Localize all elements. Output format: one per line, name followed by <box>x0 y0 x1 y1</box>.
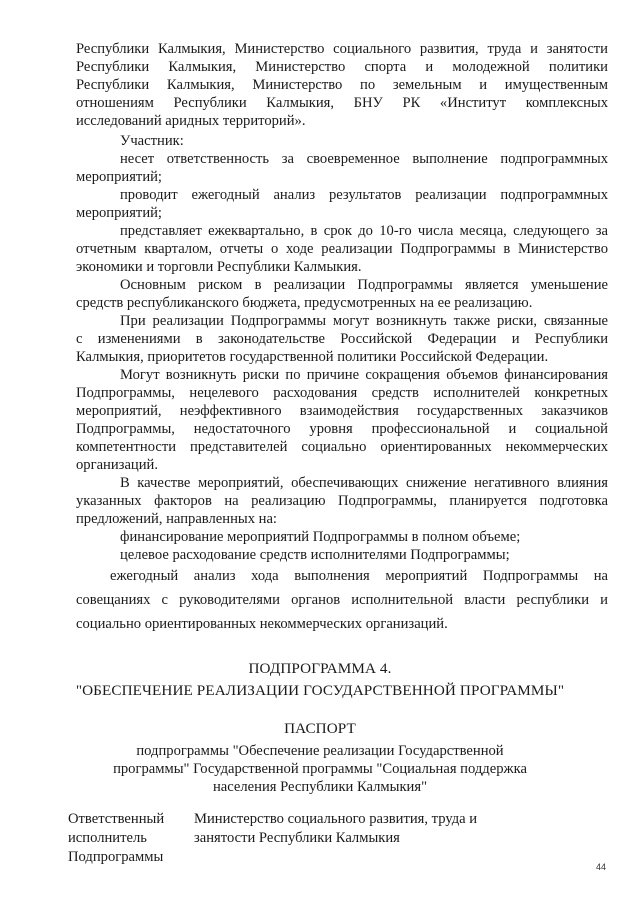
body-line: мероприятий; <box>76 205 162 221</box>
body-line: Могут возникнуть риски по причине сокращения объемов финансирования <box>120 367 608 383</box>
passport-subtitle-line: подпрограммы "Обеспечение реализации Государственной <box>136 743 504 759</box>
subprogram-heading: ПОДПРОГРАММА 4. <box>248 660 392 677</box>
body-line: представляет ежеквартально, в срок до 10-го числа месяца, следующего за <box>120 223 608 239</box>
body-line: предложений, направленных на: <box>76 511 277 527</box>
body-line: социально ориентированных некоммерческих организаций. <box>76 616 448 632</box>
body-line: Участник: <box>120 133 184 149</box>
body-line: Республики Калмыкия, Министерство спорта и молодежной политики <box>76 59 608 75</box>
value-line: Министерство социального развития, труда и <box>194 811 478 827</box>
subprogram-title: "ОБЕСПЕЧЕНИЕ РЕАЛИЗАЦИИ ГОСУДАРСТВЕННОЙ ПРОГРАММЫ" <box>75 682 565 699</box>
label-line: исполнитель <box>68 830 147 846</box>
body-line: Калмыкия, приоритетов государственной политики Российской Федерации. <box>76 349 549 365</box>
label-line: Подпрограммы <box>68 849 164 865</box>
body-line: Основным риском в реализации Подпрограммы является уменьшение <box>120 277 608 293</box>
value-line: занятости Республики Калмыкия <box>194 830 400 846</box>
body-line: В качестве мероприятий, обеспечивающих снижение негативного влияния <box>120 475 608 491</box>
passport-subtitle-line: программы" Государственной программы "Социальная поддержка <box>113 761 527 777</box>
passport-subtitle-line: населения Республики Калмыкия" <box>212 779 428 795</box>
body-line: мероприятий, неэффективного взаимодействия государственных заказчиков <box>76 403 608 419</box>
body-line: компетентности представителей социально ориентированных некоммерческих <box>76 439 608 455</box>
body-line: исследований аридных территорий». <box>76 113 306 129</box>
page-number: 44 <box>595 862 606 872</box>
label-line: Ответственный <box>68 811 165 827</box>
passport-row-value <box>194 810 477 848</box>
body-line: средств республиканского бюджета, предусмотренных на ее реализацию. <box>76 295 533 311</box>
body-line: Республики Калмыкия, Министерство социального развития, труда и занятости <box>76 41 608 57</box>
body-line: отношениям Республики Калмыкия, БНУ РК «Институт комплексных <box>76 95 608 111</box>
list-item: целевое расходование средств исполнителями Подпрограммы; <box>120 547 510 563</box>
list-item: финансирование мероприятий Подпрограммы в полном объеме; <box>120 529 521 545</box>
body-line: организаций. <box>76 457 158 473</box>
body-line: Республики Калмыкия, Министерство по земельным и имущественным <box>76 77 608 93</box>
body-line: Подпрограммы, нецелевого расходования средств исполнителей конкретных <box>76 385 608 401</box>
body-line: экономики и торговли Республики Калмыкия. <box>76 259 362 275</box>
body-line: совещаниях с руководителями органов исполнительной власти республики и <box>76 592 608 608</box>
body-line: проводит ежегодный анализ результатов реализации подпрограммных <box>120 187 608 203</box>
body-line: указанных факторов на реализацию Подпрограммы, планируется подготовка <box>76 493 608 509</box>
body-line: несет ответственность за своевременное выполнение подпрограммных <box>120 151 608 167</box>
body-line: мероприятий; <box>76 169 162 185</box>
passport-row-label <box>68 810 164 867</box>
body-line: отчетным кварталом, отчеты о ходе реализации Подпрограммы в Министерство <box>76 241 608 257</box>
body-line: При реализации Подпрограммы могут возникнуть также риски, связанные <box>120 313 608 329</box>
body-line: Подпрограммы, недостаточного уровня профессиональной и социальной <box>76 421 608 437</box>
body-line: с изменениями в законодательстве Российской Федерации и Республики <box>76 331 608 347</box>
list-item: ежегодный анализ хода выполнения мероприятий Подпрограммы на <box>110 568 608 584</box>
passport-heading: ПАСПОРТ <box>284 720 356 737</box>
